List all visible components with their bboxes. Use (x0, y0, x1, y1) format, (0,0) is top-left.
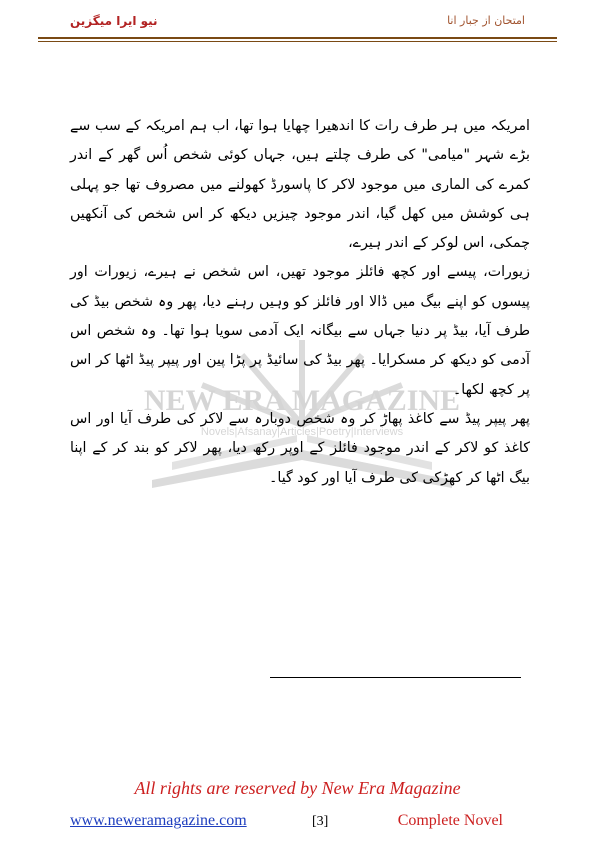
website-link[interactable]: www.neweramagazine.com (70, 812, 247, 829)
page-header (0, 14, 595, 36)
section-end-rule (270, 677, 521, 678)
watermark-subtitle: Novels|Afsanay|Articles|Poetry|Interviews (200, 426, 404, 438)
magazine-name: نیو ایرا میگزین (70, 14, 158, 28)
novel-title: امتحان از جبار انا (447, 14, 525, 27)
novel-body-text (70, 112, 530, 493)
header-rule-thick (38, 37, 557, 39)
footer-label: Complete Novel (397, 812, 503, 829)
page-number: [3] (312, 814, 329, 829)
paragraph-1: امریکہ میں ہر طرف رات کا اندھیرا چھایا ہوا تھا، اب ہم امریکہ کے سب سے بڑے شہر "میامی" کی طرف چلتے ہیں، جہاں کوئی شخص اُس گھر کے اندر کمرے کی الماری میں موجود لاکر کا پاسورڈ کھولنے میں مصروف تھا جو پہلی ہی کوشش میں کھل گیا، اندر موجود چیزیں دیکھ کر اس شخص کی آنکھیں چمکی، اس لوکر کے اندر ہیرے، (70, 118, 530, 252)
watermark-title: NEW ERA MAGAZINE (143, 384, 461, 417)
paragraph-3: پھر پیپر پیڈ سے کاغذ پھاڑ کر وہ شخص دوبارہ سے لاکر کی طرف آیا اور اس کاغذ کو لاکر کے اندر موجود فائلز کے اوپر رکھ دیا، پھر لاکر کو بند کر کے اپنا بیگ اٹھا کر کھڑکی کی طرف آیا اور کود گیا۔ (70, 410, 530, 486)
rights-notice: All rights are reserved by New Era Magazine (134, 778, 461, 798)
paragraph-2: زیورات، پیسے اور کچھ فائلز موجود تھیں، اس شخص نے ہیرے، زیورات اور پیسوں کو اپنے بیگ میں ڈالا اور فائلز کو وہیں رہنے دیا، پھر وہ شخص بیڈ کی طرف آیا، بیڈ پر دنیا جہاں سے بیگانہ ایک آدمی سویا ہوا تھا۔ وہ شخص اس آدمی کو دیکھ کر مسکرایا۔ پھر بیڈ کی سائیڈ پر پڑا پین اور پیپر پیڈ اٹھا کر اس پر کچھ لکھا۔ (70, 264, 530, 398)
page-footer (0, 806, 595, 836)
header-rule-thin (38, 41, 557, 42)
